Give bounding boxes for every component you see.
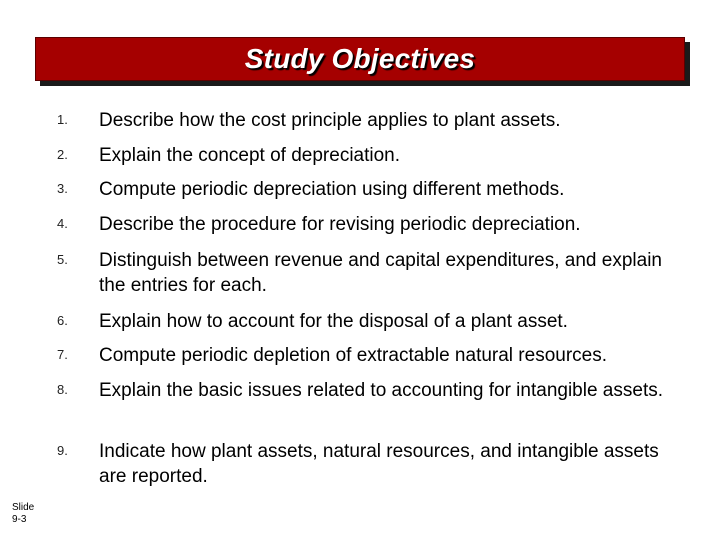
item-text: Explain how to account for the disposal of a plant asset. — [99, 311, 568, 332]
item-text: Distinguish between revenue and capital expenditures, and explain the entries for each. — [99, 250, 662, 296]
item-number: 3. — [57, 181, 68, 196]
item-number: 7. — [57, 347, 68, 362]
item-text: Indicate how plant assets, natural resources, and intangible assets are reported. — [99, 441, 659, 487]
slide-word: Slide — [12, 502, 35, 513]
item-number: 1. — [57, 112, 68, 127]
item-number: 2. — [57, 147, 68, 162]
item-text: Compute periodic depletion of extractable natural resources. — [99, 345, 608, 366]
item-text: Describe the procedure for revising periodic depreciation. — [99, 214, 581, 235]
item-text: Compute periodic depreciation using different methods. — [99, 179, 565, 200]
item-number: 6. — [57, 313, 68, 328]
item-number: 5. — [57, 252, 68, 267]
item-number: 9. — [57, 443, 68, 458]
slide-number-label — [12, 502, 34, 526]
item-number: 4. — [57, 216, 68, 231]
slide-number: 9-3 — [12, 514, 27, 525]
item-text: Explain the concept of depreciation. — [99, 145, 401, 166]
item-text: Describe how the cost principle applies to plant assets. — [99, 110, 561, 131]
page-title: Study Objectives — [244, 43, 476, 74]
item-text: Explain the basic issues related to accounting for intangible assets. — [99, 380, 663, 401]
item-number: 8. — [57, 382, 68, 397]
